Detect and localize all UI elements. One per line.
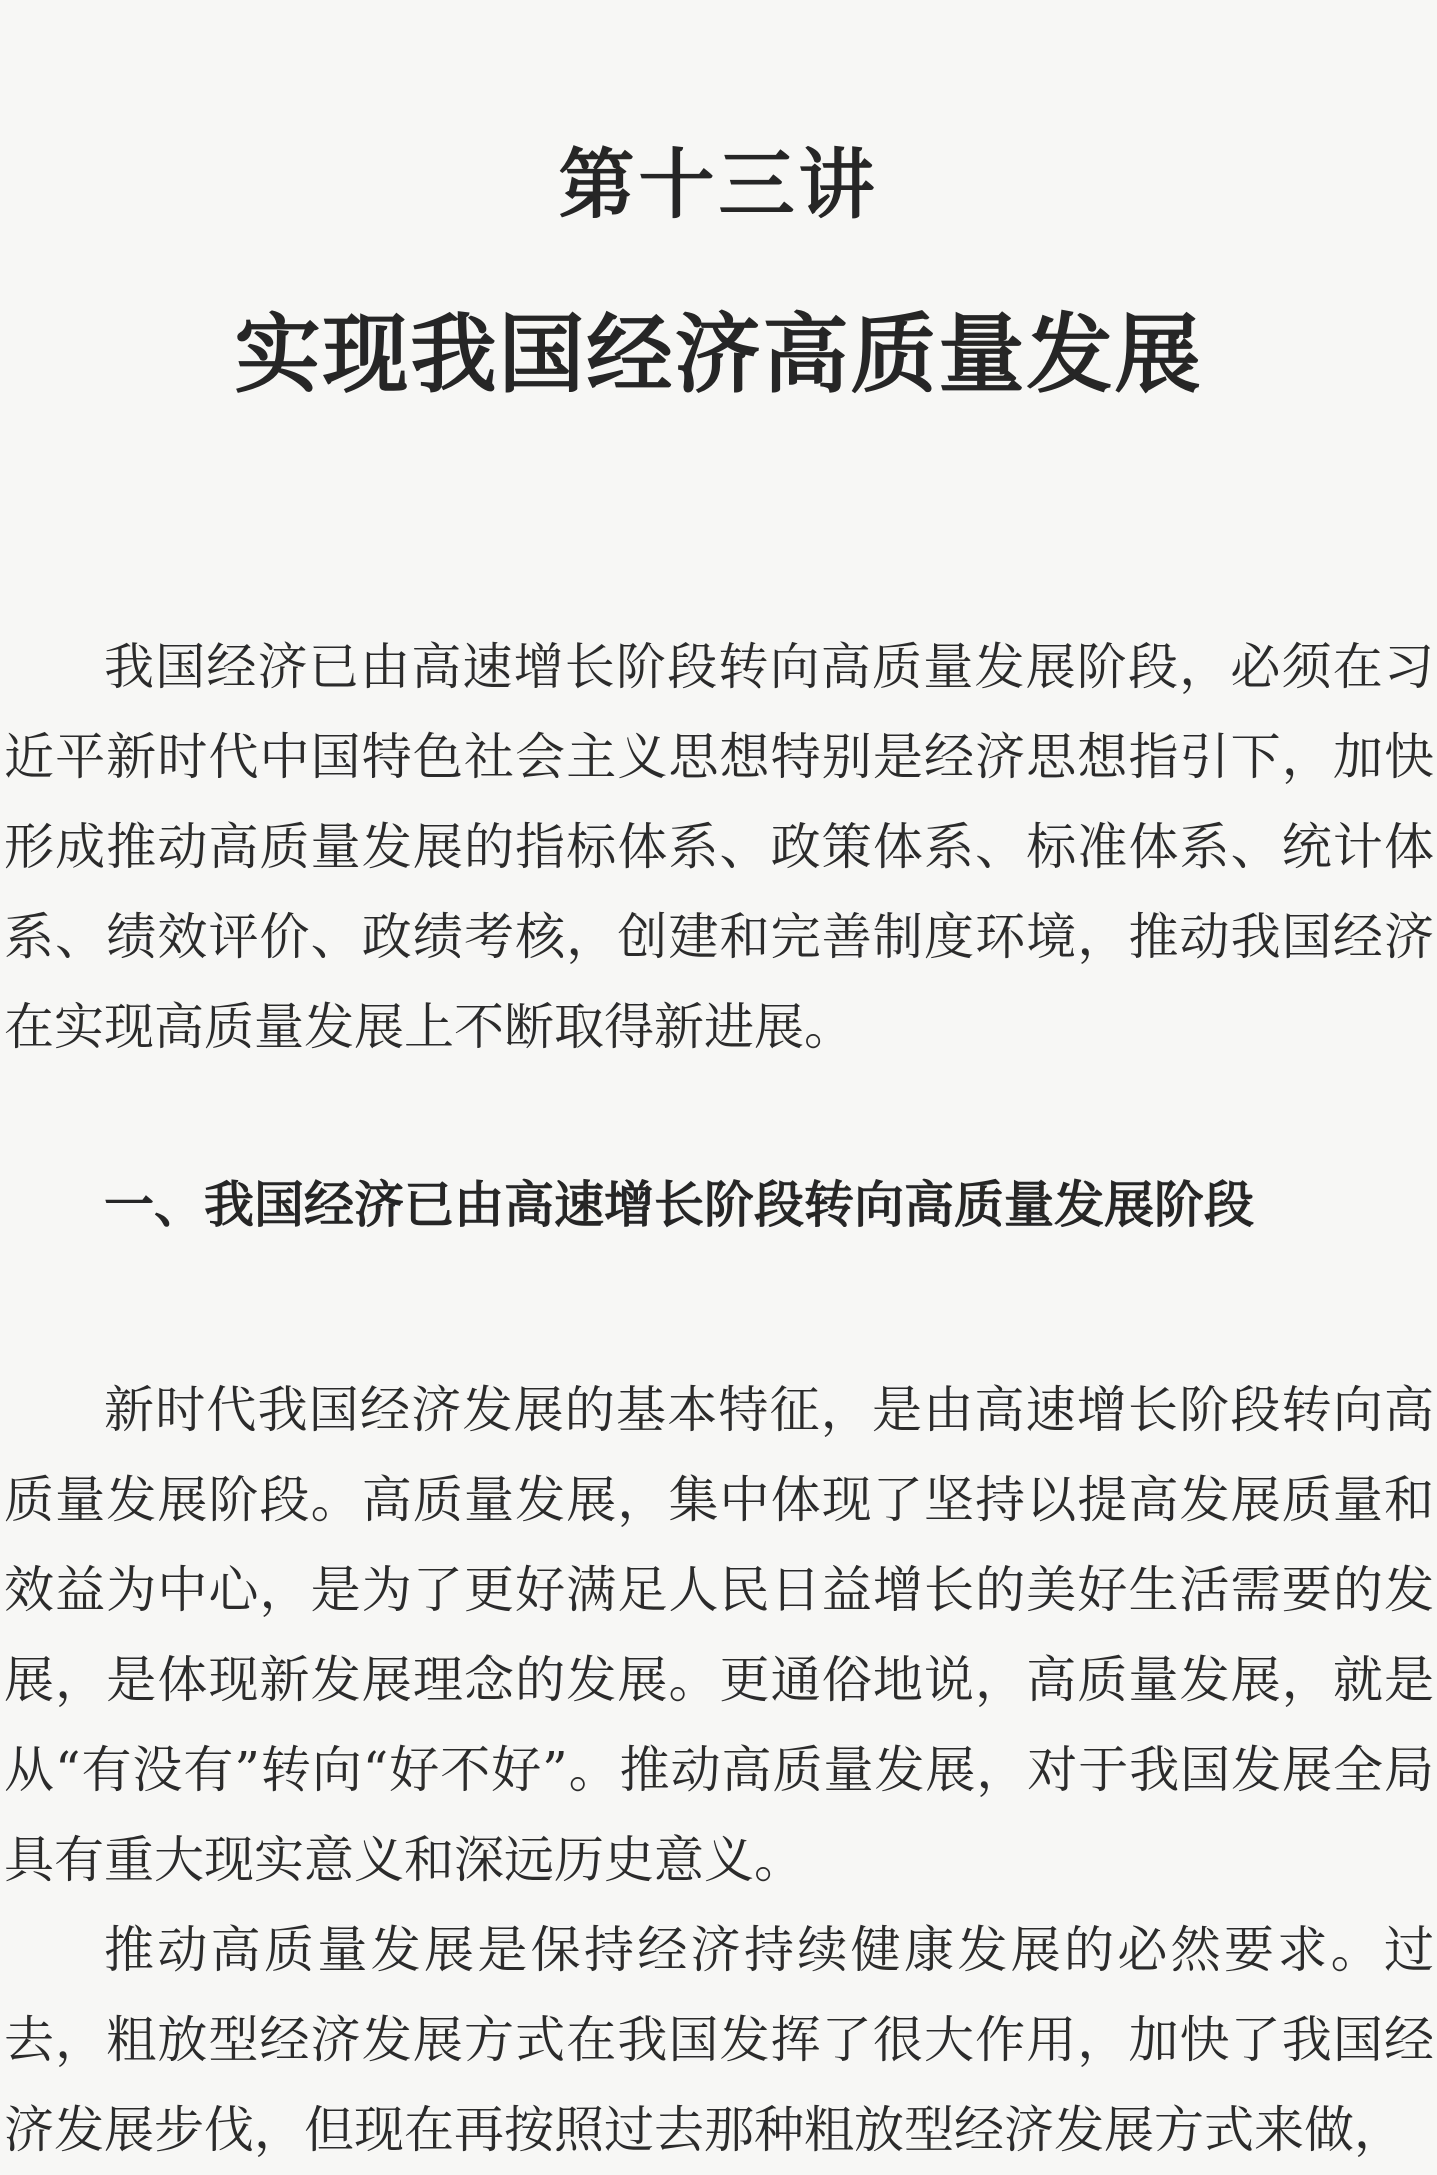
chapter-title: 实现我国经济高质量发展	[234, 305, 1203, 405]
lecture-number: 第十三讲	[558, 140, 879, 229]
body-paragraph: 新时代我国经济发展的基本特征，是由高速增长阶段转向高质量发展阶段。高质量发展，集中体现了坚持以提高发展质量和效益为中心，是为了更好满足人民日益增长的美好生活需要的发展，是体现新发展理念的发展。更通俗地说，高质量发展，就是从“有没有”转向“好不好”。推动高质量发展，对于我国发展全局具有重大现实意义和深远历史意义。	[4, 1381, 1434, 1889]
body-paragraph: 推动高质量发展是保持经济持续健康发展的必然要求。过去，粗放型经济发展方式在我国发挥了很大作用，加快了我国经济发展步伐，但现在再按照过去那种粗放型经济发展方式来做，	[4, 1921, 1434, 2159]
intro-paragraph: 我国经济已由高速增长阶段转向高质量发展阶段，必须在习近平新时代中国特色社会主义思想特别是经济思想指引下，加快形成推动高质量发展的指标体系、政策体系、标准体系、统计体系、绩效评价、政绩考核，创建和完善制度环境，推动我国经济在实现高质量发展上不断取得新进展。	[4, 638, 1434, 1056]
section-heading: 一、我国经济已由高速增长阶段转向高质量发展阶段	[104, 1176, 1254, 1234]
